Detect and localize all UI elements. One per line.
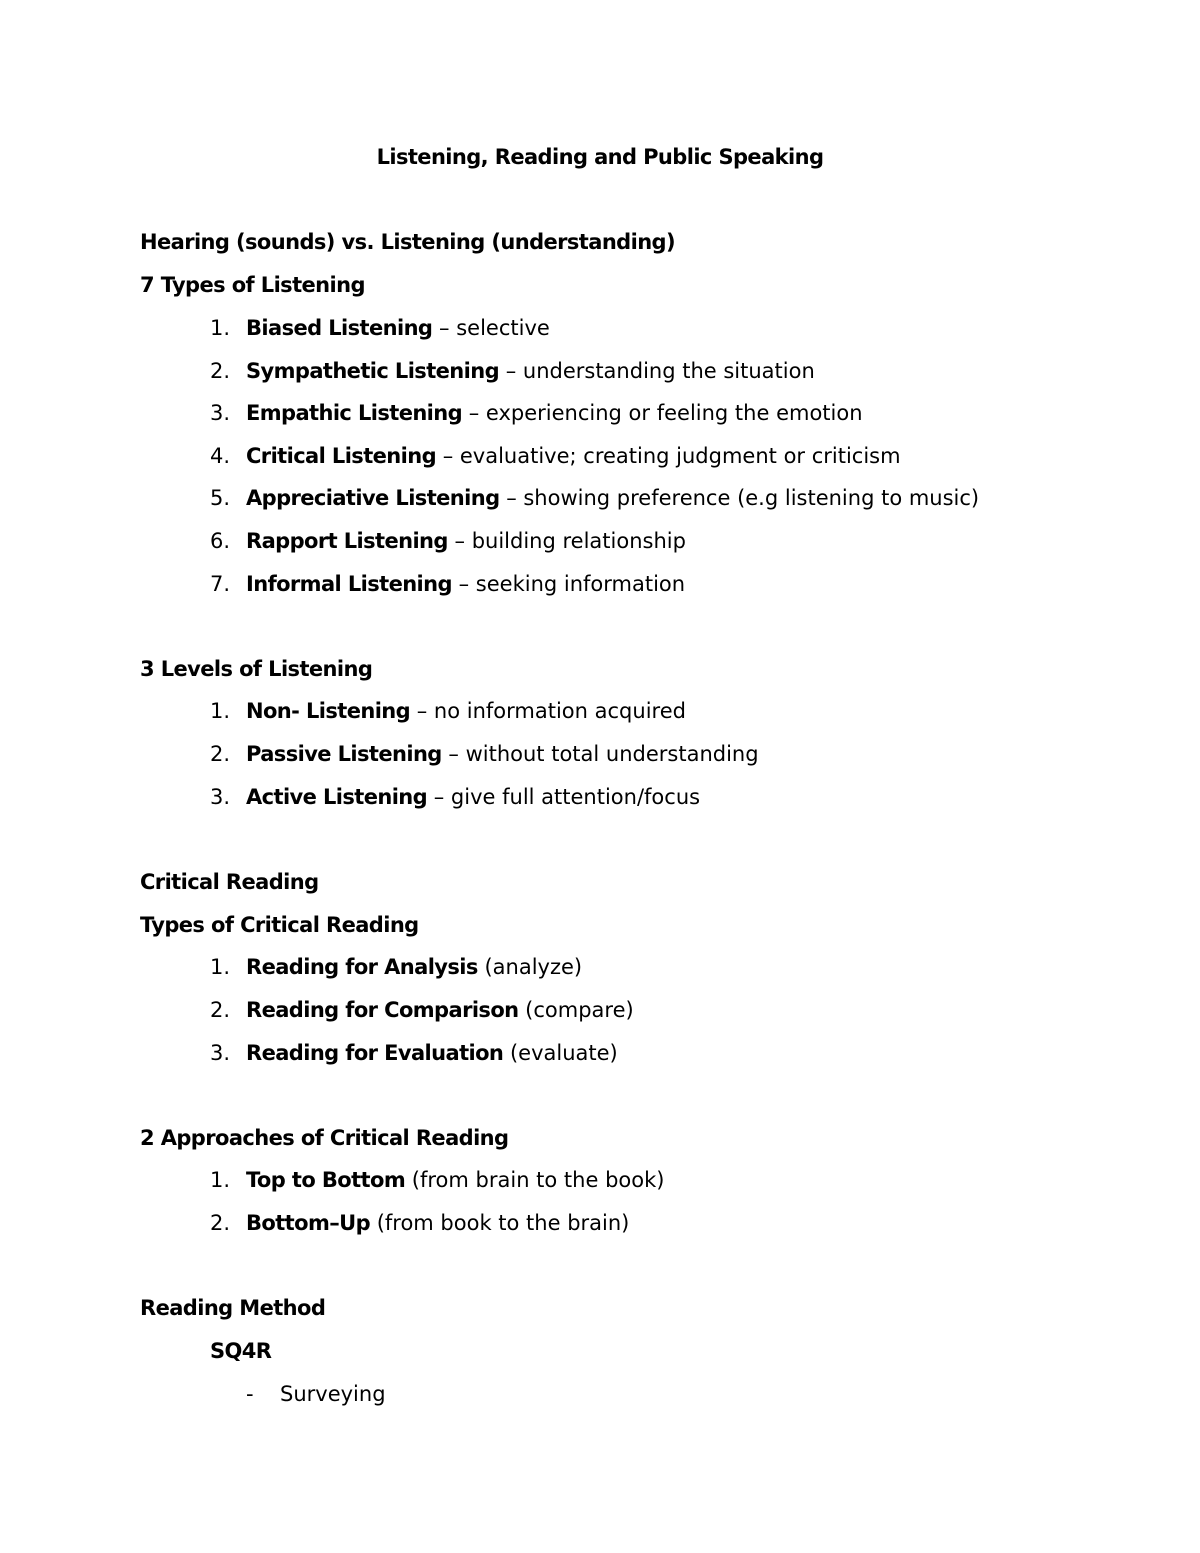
types-of-critical-reading-heading: Types of Critical Reading [140,913,419,937]
list-term: Critical Listening [246,444,437,468]
list-description: – no information acquired [410,699,686,723]
list-number: 2. [210,998,231,1022]
list-term: Sympathetic Listening [246,359,500,383]
list-item [210,570,685,598]
list-term: Bottom–Up [246,1211,371,1235]
sq4r-subheading: SQ4R [210,1339,272,1363]
list-description: Surveying [280,1382,386,1406]
list-number: 6. [210,529,231,553]
list-item [210,697,686,725]
list-description: – without total understanding [441,742,759,766]
list-description: – selective [432,316,550,340]
list-description: – understanding the situation [499,359,815,383]
list-number: 3. [210,1041,231,1065]
list-term: Informal Listening [246,572,452,596]
list-term: Active Listening [246,785,428,809]
list-item [210,1209,629,1237]
list-item [210,314,550,342]
list-number: 2. [210,1211,231,1235]
list-number: 1. [210,1168,231,1192]
list-term: Reading for Comparison [246,998,519,1022]
list-item [210,442,901,470]
list-item [210,357,815,385]
list-item [210,1166,664,1194]
list-description: – experiencing or feeling the emotion [462,401,863,425]
list-number: 1. [210,316,231,340]
list-description: (from book to the brain) [370,1211,630,1235]
list-description: (from brain to the book) [405,1168,665,1192]
list-term: Biased Listening [246,316,433,340]
critical-reading-heading: Critical Reading [140,870,319,894]
levels-of-listening-heading: 3 Levels of Listening [140,657,373,681]
list-term: Reading for Analysis [246,955,478,979]
list-number: 7. [210,572,231,596]
list-description: (evaluate) [503,1041,618,1065]
list-term: Passive Listening [246,742,442,766]
list-item [210,484,979,512]
list-term: Top to Bottom [246,1168,406,1192]
list-item [210,783,700,811]
list-description: – give full attention/focus [427,785,701,809]
list-number: 1. [210,955,231,979]
list-number: 2. [210,742,231,766]
list-number: 5. [210,486,231,510]
list-term: Non- Listening [246,699,411,723]
list-description: – building relationship [447,529,686,553]
list-number: 3. [210,401,231,425]
list-description: (analyze) [477,955,583,979]
list-term: Reading for Evaluation [246,1041,504,1065]
list-description: – seeking information [451,572,686,596]
list-item [210,527,686,555]
list-description: – showing preference (e.g listening to music) [499,486,980,510]
dash-bullet: - [246,1382,254,1406]
approaches-heading: 2 Approaches of Critical Reading [140,1126,509,1150]
list-item [210,996,634,1024]
list-term: Rapport Listening [246,529,448,553]
types-of-listening-heading: 7 Types of Listening [140,273,365,297]
reading-method-heading: Reading Method [140,1296,326,1320]
list-item [210,399,863,427]
list-description: (compare) [518,998,634,1022]
list-number: 3. [210,785,231,809]
list-item [210,740,759,768]
list-term: Appreciative Listening [246,486,500,510]
page-title: Listening, Reading and Public Speaking [376,145,824,169]
list-number: 1. [210,699,231,723]
list-number: 2. [210,359,231,383]
list-item [210,953,582,981]
list-item [246,1380,386,1408]
list-number: 4. [210,444,231,468]
list-item [210,1039,618,1067]
hearing-vs-listening-heading: Hearing (sounds) vs. Listening (understanding) [140,230,675,254]
list-term: Empathic Listening [246,401,463,425]
list-description: – evaluative; creating judgment or criticism [436,444,901,468]
